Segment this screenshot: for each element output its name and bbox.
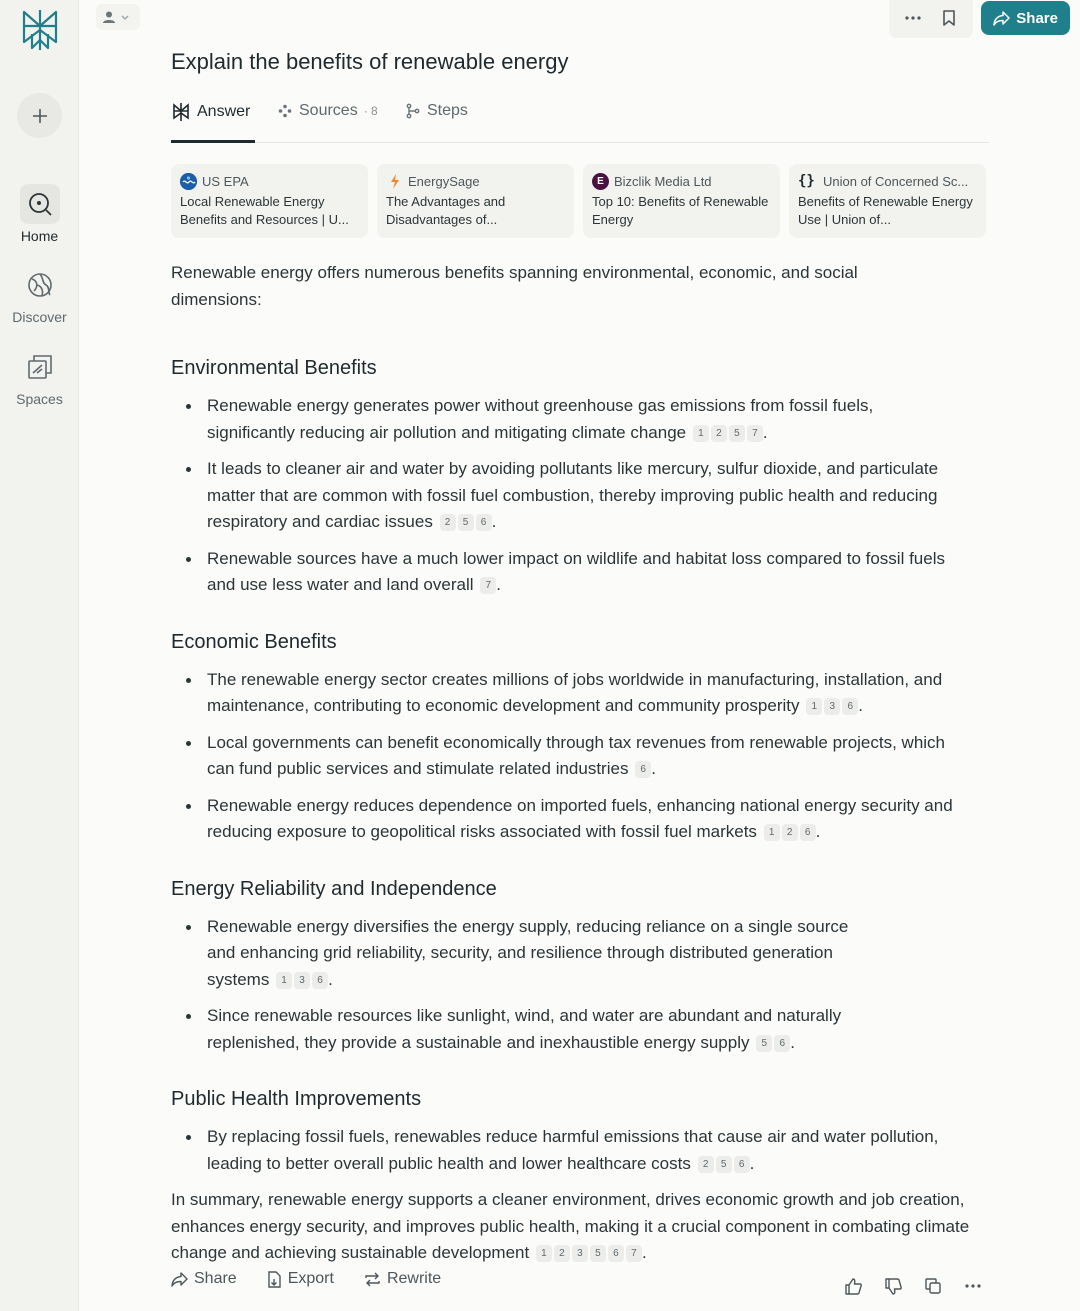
spaces-icon — [20, 347, 60, 387]
sources-icon — [277, 103, 293, 119]
answer-summary: In summary, renewable energy supports a cleaner environment, drives economic growth and job creation, enhances energy security, and improves public health, making it a crucial component in combating climate change and achieving sustainable development 1 2 3 5 6 7 . — [171, 1190, 970, 1262]
answer-body — [171, 260, 989, 1267]
list-item: It leads to cleaner air and water by avoiding pollutants like mercury, sulfur dioxide, and particulate matter that are common with fossil fuel combustion, thereby improving public health and reducing respiratory and cardiac issues 2 5 6 . — [171, 456, 951, 536]
citation-badge[interactable]: 2 — [782, 824, 798, 841]
share-answer-label: Share — [194, 1270, 237, 1287]
source-title: Local Renewable Energy Benefits and Resources | U... — [180, 194, 349, 227]
answer-actions — [171, 1270, 989, 1302]
sidebar-item-label: Discover — [12, 309, 67, 325]
list-item: The renewable energy sector creates millions of jobs worldwide in manufacturing, installation, and maintenance, contributing to economic development and community prosperity 1 3 6 . — [171, 667, 983, 720]
citation-badge[interactable]: 1 — [806, 698, 822, 715]
source-title: Top 10: Benefits of Renewable Energy — [592, 194, 769, 227]
citation-badge[interactable]: 6 — [476, 514, 492, 531]
top-actions — [889, 0, 1070, 36]
share-button[interactable] — [981, 1, 1070, 35]
user-icon — [102, 10, 116, 24]
citation-badge[interactable]: 6 — [312, 972, 328, 989]
export-label: Export — [287, 1270, 334, 1287]
section-heading: Environmental Benefits — [171, 357, 377, 379]
new-thread-button[interactable] — [17, 93, 62, 138]
bullet-list — [171, 914, 989, 1057]
thread-actions-group — [889, 0, 973, 38]
citation-badge[interactable]: 5 — [458, 514, 474, 531]
source-site: Bizclik Media Ltd — [614, 173, 712, 189]
citation-badge[interactable]: 2 — [698, 1156, 714, 1173]
citation-badge[interactable]: 2 — [711, 425, 727, 442]
citation-badge[interactable]: 6 — [734, 1156, 750, 1173]
tab-sources[interactable] — [277, 102, 378, 120]
tab-answer[interactable] — [171, 102, 250, 122]
bizclik-favicon-icon: E — [592, 173, 609, 190]
citation-badge[interactable]: 7 — [626, 1245, 642, 1262]
share-arrow-icon — [993, 11, 1010, 26]
section-heading: Economic Benefits — [171, 630, 337, 653]
answer-intro: Renewable energy offers numerous benefits spanning environmental, economic, and social dimensions: — [171, 263, 858, 309]
rewrite-icon — [364, 1272, 381, 1287]
sidebar-item-label: Spaces — [16, 391, 63, 407]
citation-badge[interactable]: 2 — [554, 1245, 570, 1262]
citation-badge[interactable]: 6 — [774, 1035, 790, 1052]
rewrite-button[interactable] — [364, 1270, 441, 1288]
thumbs-up-icon — [845, 1278, 862, 1295]
citation-badge[interactable]: 6 — [635, 761, 651, 778]
sidebar-item-label: Home — [20, 228, 59, 244]
citation-badge[interactable]: 5 — [590, 1245, 606, 1262]
bullet-list — [171, 667, 989, 846]
more-options-button[interactable] — [897, 2, 929, 34]
section-heading: Energy Reliability and Independence — [171, 877, 497, 900]
answer-logo-icon — [171, 102, 191, 122]
source-card[interactable] — [789, 164, 986, 238]
citation-badge[interactable]: 1 — [764, 824, 780, 841]
tab-answer-label: Answer — [197, 103, 251, 120]
sidebar-item-discover[interactable] — [0, 265, 79, 325]
more-horizontal-icon — [904, 15, 922, 21]
epa-favicon-icon — [180, 173, 197, 190]
source-title: The Advantages and Disadvantages of... — [386, 194, 506, 227]
source-card[interactable] — [171, 164, 368, 238]
bookmark-icon — [942, 9, 956, 27]
citation-badge[interactable]: 1 — [693, 425, 709, 442]
more-horizontal-icon — [965, 1284, 981, 1288]
citation-badge[interactable]: 1 — [276, 972, 292, 989]
section-heading: Public Health Improvements — [171, 1088, 422, 1110]
citation-badge[interactable]: 5 — [729, 425, 745, 442]
citation-badge[interactable]: 6 — [800, 824, 816, 841]
thumbs-down-button[interactable] — [877, 1270, 909, 1302]
chevron-down-icon — [120, 12, 130, 22]
plus-icon — [31, 107, 49, 125]
citation-badge[interactable]: 7 — [747, 425, 763, 442]
export-icon — [267, 1271, 282, 1288]
list-item: Renewable energy diversifies the energy supply, reducing reliance on a single source and enhancing grid reliability, security, and resilience through distributed generation systems 1 3 6 . — [171, 914, 871, 994]
bullet-list — [171, 1124, 989, 1177]
citation-badge[interactable]: 5 — [716, 1156, 732, 1173]
list-item: Renewable energy reduces dependence on imported fuels, enhancing national energy security and reducing exposure to geopolitical risks associated with fossil fuel markets 1 2 6 . — [171, 793, 989, 846]
citation-badge[interactable]: 6 — [608, 1245, 624, 1262]
bullet-list — [171, 393, 989, 599]
source-site: Union of Concerned Sc... — [823, 173, 969, 189]
citation-badge[interactable]: 5 — [756, 1035, 772, 1052]
source-card[interactable] — [377, 164, 574, 238]
sources-count: · 8 — [363, 104, 378, 118]
citation-badge[interactable]: 3 — [572, 1245, 588, 1262]
sidebar — [0, 0, 79, 1311]
list-item: By replacing fossil fuels, renewables reduce harmful emissions that cause air and water pollution, leading to better overall public health and lower healthcare costs 2 5 6 . — [171, 1124, 951, 1177]
home-search-icon — [20, 184, 60, 224]
thread-tabs — [171, 98, 989, 143]
citation-badge[interactable]: 3 — [294, 972, 310, 989]
export-button[interactable] — [267, 1270, 334, 1288]
steps-icon — [405, 103, 421, 119]
page-title: Explain the benefits of renewable energy — [171, 49, 569, 74]
globe-icon — [20, 265, 60, 305]
tab-sources-label: Sources — [299, 102, 358, 119]
list-item: Renewable energy generates power without greenhouse gas emissions from fossil fuels, significantly reducing air pollution and mitigating climate change 1 2 5 7 . — [171, 393, 951, 446]
thumbs-down-icon — [885, 1278, 902, 1295]
share-arrow-icon — [171, 1272, 188, 1287]
rewrite-label: Rewrite — [386, 1270, 442, 1287]
citation-badge[interactable]: 7 — [480, 577, 496, 594]
tab-steps-label: Steps — [427, 102, 468, 119]
more-answer-options-button[interactable] — [957, 1270, 989, 1302]
bookmark-button[interactable] — [933, 2, 965, 34]
active-tab-indicator — [171, 140, 255, 143]
source-site: EnergySage — [408, 173, 480, 189]
list-item: Since renewable resources like sunlight, wind, and water are abundant and naturally replenished, they provide a sustainable and inexhaustible energy supply 5 6 . — [171, 1003, 931, 1056]
citation-badge[interactable]: 1 — [536, 1245, 552, 1262]
source-title: Benefits of Renewable Energy Use | Union of... — [798, 194, 973, 227]
share-answer-button[interactable] — [171, 1270, 237, 1288]
list-item: Local governments can benefit economically through tax revenues from renewable projects, which can fund public services and stimulate related industries 6 . — [171, 730, 971, 783]
citation-badge[interactable]: 2 — [440, 514, 456, 531]
citation-badge[interactable]: 6 — [842, 698, 858, 715]
thumbs-up-button[interactable] — [837, 1270, 869, 1302]
sidebar-item-spaces[interactable] — [0, 347, 79, 407]
copy-icon — [925, 1278, 941, 1294]
share-button-label: Share — [1016, 9, 1058, 27]
citation-badge[interactable]: 3 — [824, 698, 840, 715]
energysage-favicon-icon — [386, 173, 403, 190]
profile-menu-button[interactable] — [96, 4, 140, 30]
list-item: Renewable sources have a much lower impact on wildlife and habitat loss compared to fossil fuels and use less water and land overall 7 . — [171, 546, 971, 599]
logo-icon[interactable] — [20, 8, 60, 52]
copy-button[interactable] — [917, 1270, 949, 1302]
braces-icon: {} — [798, 173, 815, 189]
tab-steps[interactable] — [405, 102, 468, 120]
sidebar-item-home[interactable] — [0, 184, 79, 244]
source-site: US EPA — [202, 173, 249, 189]
source-card[interactable] — [583, 164, 780, 238]
source-cards — [171, 164, 989, 238]
